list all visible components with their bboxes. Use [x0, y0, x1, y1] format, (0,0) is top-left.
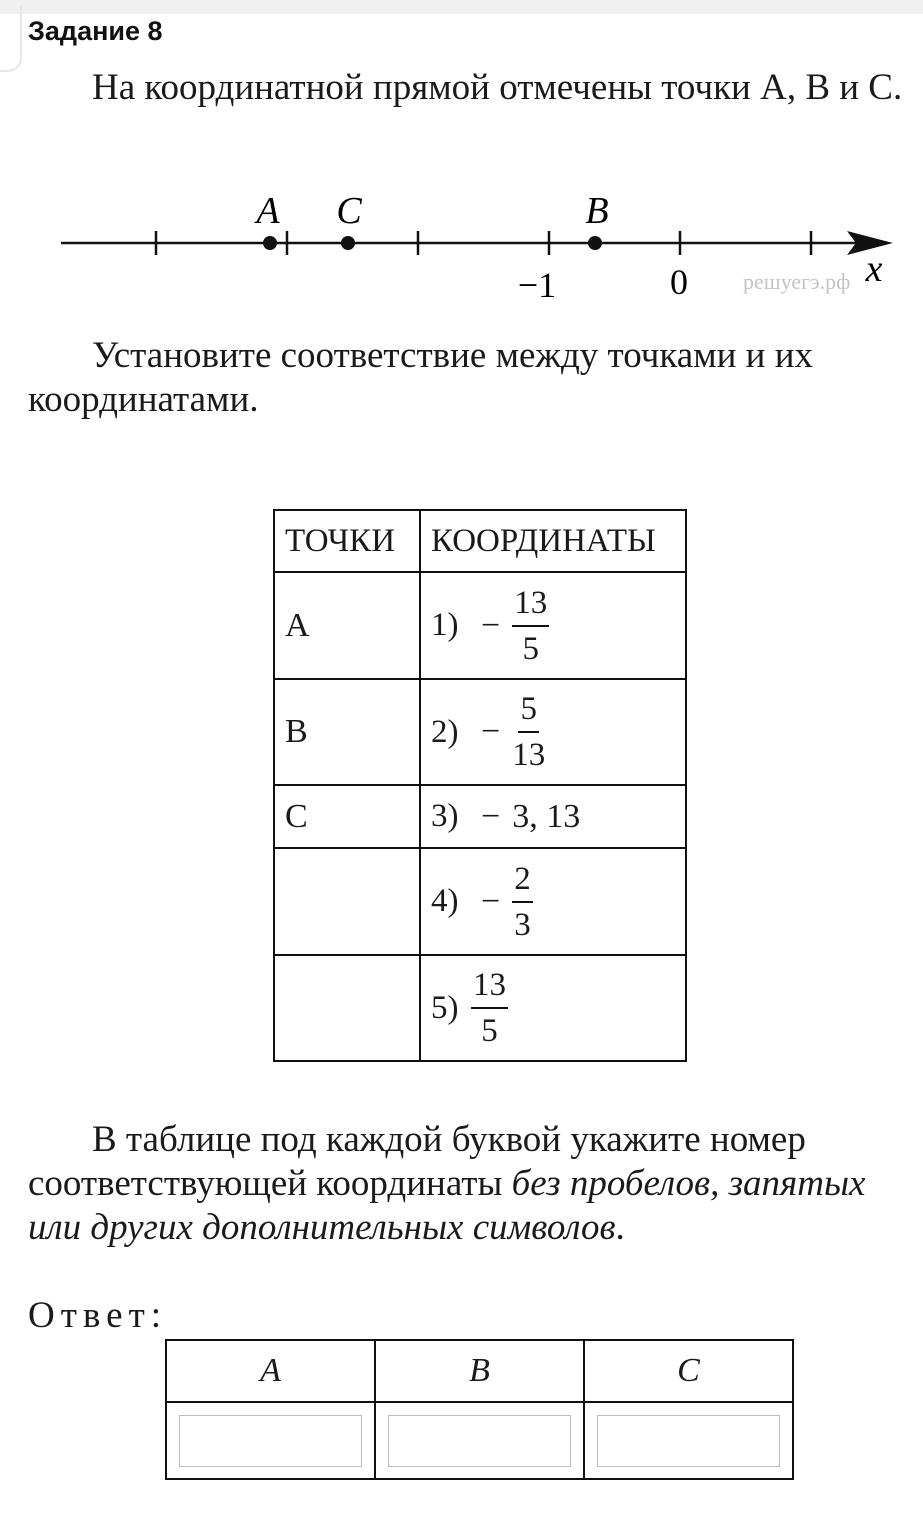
answer-input-a[interactable] [179, 1415, 362, 1467]
option-number: 3) [431, 798, 459, 834]
intro-text [28, 66, 918, 110]
minus-sign: − [481, 797, 501, 835]
answer-input-c[interactable] [597, 1415, 780, 1467]
numerator: 2 [512, 861, 533, 903]
task-text-end: . [615, 1207, 625, 1248]
point-cell: В [274, 679, 420, 785]
numerator: 13 [471, 967, 508, 1009]
point-cell: С [274, 785, 420, 848]
intro-sentence: На координатной прямой отмечены точки А, В и С. [92, 67, 903, 108]
option-3 [431, 798, 675, 836]
card-edge [0, 6, 22, 72]
answer-cell [584, 1402, 793, 1479]
table-row [274, 955, 686, 1061]
answer-table [165, 1339, 794, 1480]
tick-label-zero: 0 [670, 262, 688, 302]
table-row [274, 848, 686, 955]
table-row [274, 785, 686, 848]
point-cell [274, 955, 420, 1061]
header-coordinates: КООРДИНАТЫ [420, 510, 686, 572]
option-cell [420, 679, 686, 785]
point-b [588, 236, 602, 250]
option-value: 3, 13 [512, 797, 581, 835]
point-cell: А [274, 572, 420, 679]
table-row [274, 679, 686, 785]
numerator: 5 [518, 691, 539, 733]
denominator: 5 [522, 630, 539, 667]
denominator: 3 [514, 906, 531, 943]
numerator: 13 [512, 585, 549, 627]
fraction [512, 691, 545, 773]
option-cell [420, 785, 686, 848]
answer-col-a: A [166, 1340, 375, 1402]
answer-col-c: C [584, 1340, 793, 1402]
task-title: Задание 8 [28, 16, 163, 46]
option-number: 4) [431, 883, 459, 919]
option-cell [420, 848, 686, 955]
denominator: 13 [512, 737, 546, 773]
answer-input-row [166, 1402, 793, 1479]
fraction [512, 861, 533, 943]
option-cell [420, 572, 686, 679]
instruction-sentence: Установите соответствие между точками и их координатами. [28, 335, 814, 420]
answer-input-b[interactable] [388, 1415, 571, 1467]
fraction [471, 967, 508, 1049]
table-row [274, 572, 686, 679]
axis-label-x: x [865, 248, 883, 290]
point-c [341, 236, 355, 250]
option-number: 2) [431, 713, 459, 750]
correspondence-table [273, 509, 687, 1062]
option-2 [431, 691, 675, 773]
option-number: 1) [431, 607, 459, 643]
answer-col-b: B [375, 1340, 584, 1402]
header-points: ТОЧКИ [274, 510, 420, 572]
minus-sign: − [481, 882, 501, 920]
option-5 [431, 967, 675, 1049]
point-c-label: C [336, 190, 362, 232]
watermark: решуегэ.рф [743, 269, 851, 294]
option-1 [431, 585, 675, 667]
point-b-label: B [585, 190, 609, 232]
point-a [263, 236, 277, 250]
answer-header-row [166, 1340, 793, 1402]
top-bar [0, 0, 923, 14]
table-header-row [274, 510, 686, 572]
denominator: 5 [481, 1013, 498, 1049]
option-number: 5) [431, 989, 459, 1026]
point-a-label: A [256, 190, 280, 232]
answer-label: Ответ: [28, 1295, 168, 1336]
task-text-plain: В таблице под каждой буквой укажите номер соответствующей координаты [28, 1119, 806, 1204]
minus-sign: − [481, 606, 501, 644]
task-text [28, 1118, 918, 1250]
option-4 [431, 861, 675, 943]
option-cell [420, 955, 686, 1061]
tick-label-minus-one: −1 [517, 265, 557, 305]
answer-cell [375, 1402, 584, 1479]
minus-sign: − [481, 713, 501, 750]
point-cell [274, 848, 420, 955]
number-line [0, 180, 923, 310]
task-text-italic: без пробелов, запятых или других дополнительных символов [28, 1163, 866, 1248]
answer-cell [166, 1402, 375, 1479]
fraction [512, 585, 549, 667]
instruction-text [28, 334, 918, 422]
